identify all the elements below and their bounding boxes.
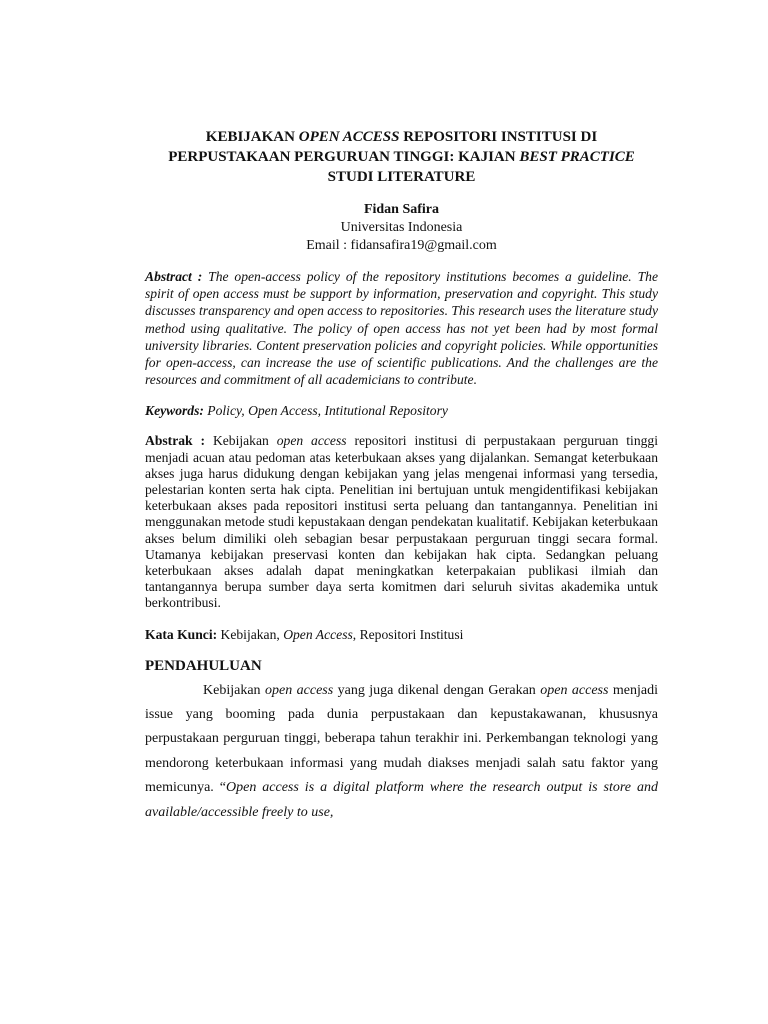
- section-heading-pendahuluan: PENDAHULUAN: [145, 657, 262, 674]
- body-text-1: Kebijakan: [203, 682, 265, 698]
- body-text-3: yang juga dikenal dengan Gerakan: [333, 682, 541, 698]
- author-name: Fidan Safira: [363, 202, 440, 217]
- kata-kunci-text-2: Open Access: [283, 626, 353, 642]
- kata-kunci-text-3: , Repositori Institusi: [352, 626, 464, 642]
- abstrak-text-3: repositori institusi di perpustakaan perguruan tinggi menjadi acuan atau pedoman atas keterbukaan akses yang dijalankan. Semangat keterbukaan akses juga harus didukung dengan kebijakan yang jelas mengenai informasi yang tersedia, pelestarian konten serta hak cipta. Penelitian ini bertujuan untuk mengidentifikasi kebijakan keterbukaan akses pada repositori institusi serta peluang dan tantangannya. Penelitian ini menggunakan metode studi kepustakaan dengan pendekatan kualitatif. Kebijakan keterbukaan akses belum dimiliki oleh sebagian besar perpustakaan perguruan tinggi secara formal. Utamanya kebijakan preservasi konten dan kebijakan hak cipta. Sedangkan peluang keterbukaan akses adalah dapat meningkatkan keterpakaian publikasi ilmiah dan tantangannya berupa sumber daya serta komitmen dari seluruh sivitas akademika untuk berkontribusi.: [145, 433, 658, 611]
- author-email: Email : fidansafira19@gmail.com: [306, 238, 497, 253]
- abstrak-text-1: Kebijakan: [205, 433, 277, 449]
- title-part-4: BEST PRACTICE: [519, 149, 635, 165]
- author-block: [145, 201, 658, 255]
- abstract-english: [145, 268, 658, 388]
- body-text-5: menjadi issue yang booming pada dunia perpustakaan dan kepustakawanan, khususnya perpustakaan perguruan tinggi, beberapa tahun terakhir ini. Perkembangan teknologi yang mendorong keterbukaan informasi yang mudah diakses menjadi salah satu faktor yang memicunya. “: [145, 682, 658, 796]
- body-text-2: open access: [264, 682, 334, 698]
- body-paragraph: [145, 679, 658, 825]
- keywords-indonesian: [145, 626, 658, 643]
- keywords-text: Policy, Open Access, Intitutional Repository: [203, 403, 448, 419]
- keywords-label: Keywords:: [145, 403, 204, 419]
- kata-kunci-label: Kata Kunci:: [145, 626, 218, 642]
- title-part-3: REPOSITORI INSTITUSI DI PERPUSTAKAAN PERGURUAN TINGGI: KAJIAN: [168, 129, 598, 165]
- abstract-text: The open-access policy of the repository institutions becomes a guideline. The spirit of open access must be support by information, preservation and copyright. This study discusses transparency and open access to repositories. This research uses the literature study method using qualitative. The policy of open access has not yet been had by most formal university libraries. Content preservation policies and copyright policies. While opportunities for open-access, can increase the use of scientific publications. And the challenges are the resources and commitment of all academicians to contribute.: [145, 269, 658, 388]
- paper-title: [145, 127, 658, 187]
- title-part-5: STUDI LITERATURE: [327, 169, 476, 185]
- title-part-1: KEBIJAKAN: [205, 129, 299, 145]
- abstrak-text-2: open access: [276, 433, 347, 449]
- document-content: [145, 127, 658, 825]
- author-affiliation: Universitas Indonesia: [340, 220, 463, 235]
- abstract-label: Abstract :: [145, 269, 203, 284]
- body-text-6: Open access is a digital platform where the research output is store and available/accessible freely to use,: [145, 780, 658, 820]
- body-text-4: open access: [540, 682, 609, 698]
- abstrak-label: Abstrak :: [145, 433, 206, 449]
- keywords-english: [145, 402, 658, 419]
- kata-kunci-text-1: Kebijakan,: [217, 626, 284, 642]
- title-part-2: OPEN ACCESS: [298, 129, 400, 145]
- abstract-indonesian: [145, 433, 658, 611]
